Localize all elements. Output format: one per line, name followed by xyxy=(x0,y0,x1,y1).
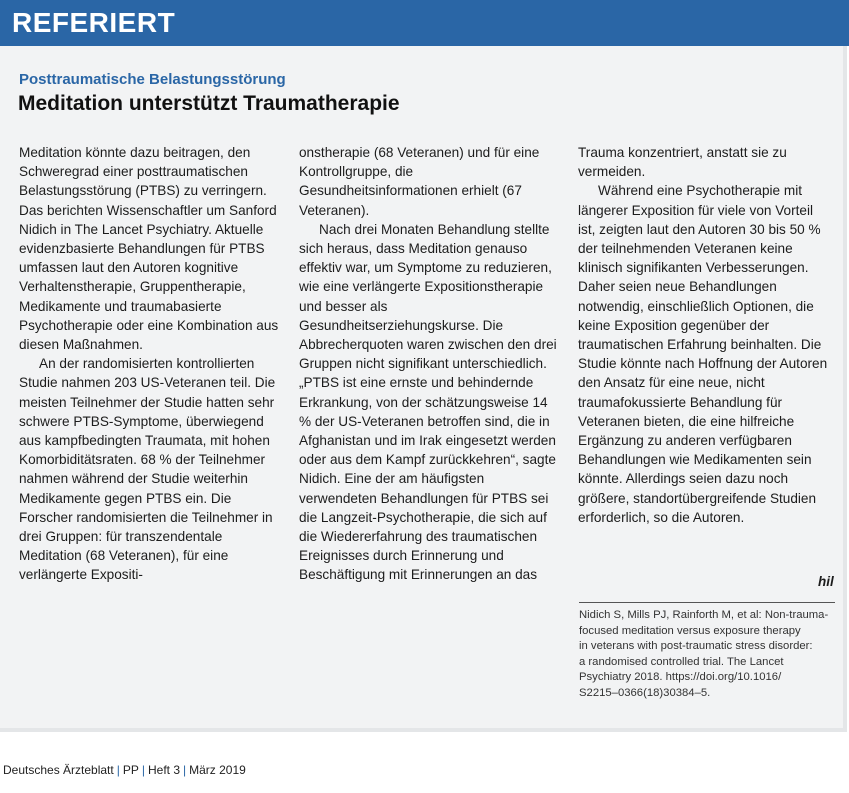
section-banner xyxy=(0,0,849,46)
reference-divider xyxy=(579,602,835,603)
paragraph: Nach drei Monaten Behandlung stellte sich heraus, dass Meditation genauso effektiv war, um Symptome zu reduzieren, wie eine verlängerte Expositionstherapie und besser als Gesundheitserziehungskurse. Die Abbrecherquoten waren zwischen den drei Gruppen nicht signifikant unterschiedlich. „PTBS ist eine ernste und behindernde Erkrankung, von der schätzungsweise 14 % der US-Veteranen betroffen sind, die in Afghanistan und im Irak eingesetzt werden oder aus dem Kampf zurückkehren“, sagte Nidich. Eine der am häufigsten verwendeten Behandlungen für PTBS sei die Langzeit-Psychotherapie, die sich auf die Wiedererfahrung des traumatischen Ereignisses durch Erinnerung und Beschäftigung mit Erinnerungen an das xyxy=(299,221,557,583)
reference-line: focused meditation versus exposure therapy xyxy=(579,624,801,637)
article-column-1 xyxy=(19,143,281,585)
reference-line: S2215–0366(18)30384–5. xyxy=(579,686,711,699)
paragraph: Während eine Psychotherapie mit längerer Exposition für viele von Vorteil ist, zeigten laut den Autoren 30 bis 50 % der teilnehmenden Veteranen keine klinisch signifikanten Verbesserungen. Daher seien neue Behandlungen notwendig, einschließlich Optionen, die keine Exposition gegenüber der traumatischen Erfahrung beinhalten. Die Studie könnte nach Hoffnung der Autoren den Ansatz für eine neue, nicht traumafokussierte Behandlung für Veteranen bieten, die eine hilfreiche Ergänzung zu anderen verfügbaren Behandlungen wie Medikamenten sein könnte. Allerdings seien dazu noch größere, standortübergreifende Studien erforderlich, so die Autoren. xyxy=(578,183,828,525)
footer-separator: | xyxy=(141,763,145,777)
paragraph: Trauma konzentriert, anstatt sie zu vermeiden. xyxy=(578,145,787,180)
paragraph: An der randomisierten kontrollierten Studie nahmen 203 US-Veteranen teil. Die meisten Teilnehmer der Studie hatten sehr schwere PTBS-Symptome, überwiegend aus kampfbedingten Traumata, mit hohen Komorbiditätsraten. 68 % der Teilnehmer nahmen während der Studie weiterhin Medikamente gegen PTBS ein. Die Forscher randomisierten die Teilnehmer in drei Gruppen: für transzendentale Meditation (68 Veteranen), für eine verlängerte Expositi- xyxy=(19,356,276,583)
paragraph: Meditation könnte dazu beitragen, den Schweregrad einer posttraumatischen Belastungsstörung (PTBS) zu verringern. Das berichten Wissenschaftler um Sanford Nidich in The Lancet Psychiatry. Aktuelle evidenzbasierte Behandlungen für PTBS umfassen laut den Autoren kognitive Verhaltenstherapie, Gruppentherapie, Medikamente und traumabasierte Psychotherapie oder eine Kombination aus diesen Maßnahmen. xyxy=(19,145,279,353)
reference-line: Nidich S, Mills PJ, Rainforth M, et al: Non-trauma- xyxy=(579,609,829,621)
journal-edition: PP xyxy=(122,763,139,777)
footer-separator: | xyxy=(183,763,187,777)
reference xyxy=(579,608,835,702)
reference-line: Psychiatry 2018. https://doi.org/10.1016/ xyxy=(579,671,782,684)
issue-number: Heft 3 xyxy=(147,763,180,777)
section-title: REFERIERT xyxy=(12,7,176,38)
footer-separator: | xyxy=(116,763,120,777)
reference-line: in veterans with post-traumatic stress disorder: xyxy=(579,640,813,653)
article-column-3 xyxy=(578,143,834,527)
article-kicker: Posttraumatische Belastungsstörung xyxy=(19,71,286,88)
journal-name: Deutsches Ärzteblatt xyxy=(3,763,114,777)
article-headline: Meditation unterstützt Traumatherapie xyxy=(18,92,400,115)
issue-date: März 2019 xyxy=(189,763,246,777)
reference-line: a randomised controlled trial. The Lancet xyxy=(579,655,784,668)
paragraph: onstherapie (68 Veteranen) und für eine Kontrollgruppe, die Gesundheitsinformationen erhielt (67 Veteranen). xyxy=(299,145,540,218)
author-initials: hil xyxy=(818,574,834,589)
page-footer xyxy=(3,763,246,777)
article-column-2 xyxy=(299,143,561,585)
